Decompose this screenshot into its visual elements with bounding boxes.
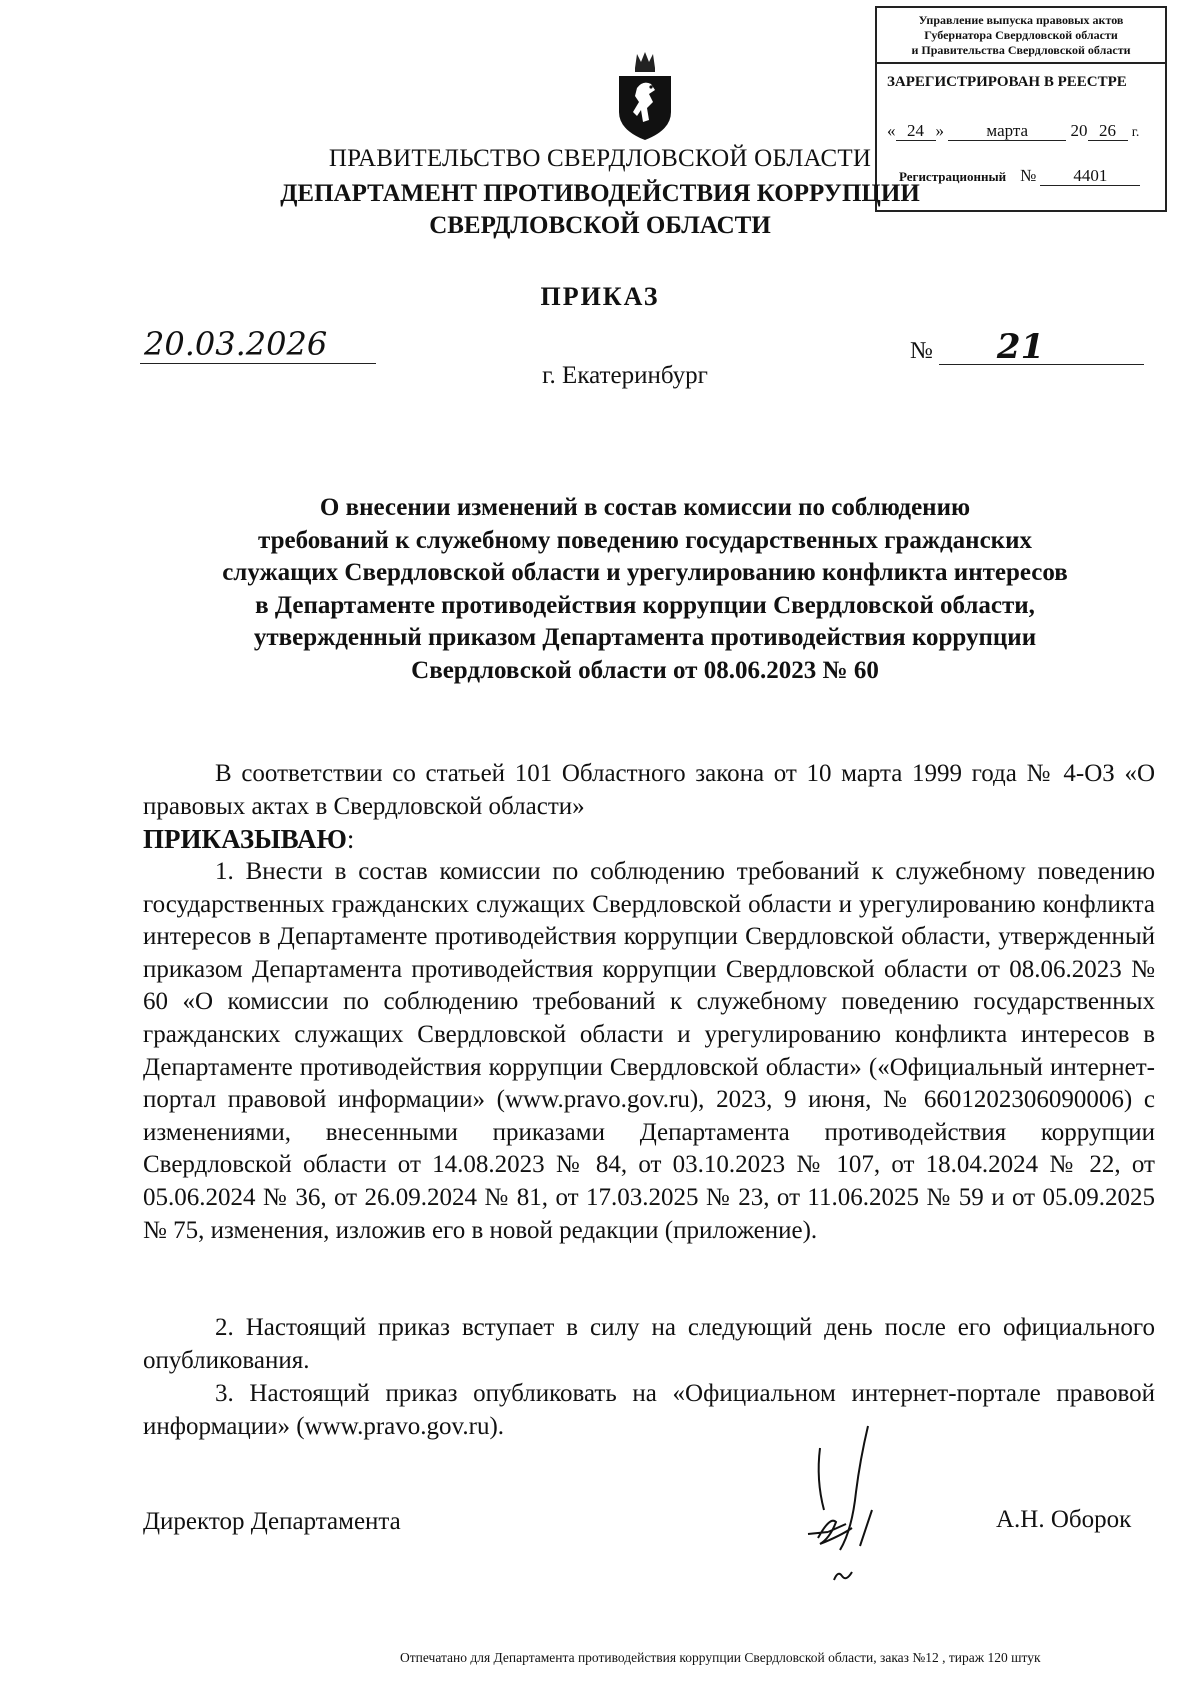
coat-of-arms-icon (615, 50, 675, 142)
city: г. Екатеринбург (542, 362, 708, 389)
stamp-date-year-prefix: 20 (1070, 121, 1088, 140)
stamp-date (887, 121, 1139, 141)
print-footer: Отпечатано для Департамента противодействия коррупции Свердловской области, заказ №12 , тираж 120 штук (400, 1650, 1041, 1665)
order-word-colon: : (346, 824, 355, 854)
stamp-date-year-unit: г. (1131, 125, 1140, 140)
subject-line: Свердловской области от 08.06.2023 № 60 (411, 656, 879, 684)
stamp-registered-label: ЗАРЕГИСТРИРОВАН В РЕЕСТРЕ (887, 74, 1127, 90)
department-title-line1: ДЕПАРТАМЕНТ ПРОТИВОДЕЙСТВИЯ КОРРУПЦИИ (280, 180, 920, 207)
stamp-header (877, 8, 1165, 64)
government-title: ПРАВИТЕЛЬСТВО СВЕРДЛОВСКОЙ ОБЛАСТИ (328, 145, 872, 172)
document-subject (140, 492, 1150, 687)
subject-line: в Департаменте противодействия коррупции Свердловской области, (255, 591, 1035, 619)
order-word (143, 823, 1155, 856)
department-title-line2: СВЕРДЛОВСКОЙ ОБЛАСТИ (429, 212, 771, 239)
stamp-date-year-suffix: 26 (1088, 122, 1128, 141)
order-word-text: ПРИКАЗЫВАЮ (143, 824, 347, 854)
stamp-date-close-quote: » (935, 121, 944, 140)
subject-line: служащих Свердловской области и урегулированию конфликта интересов (222, 559, 1068, 586)
document-type-title: ПРИКАЗ (540, 282, 660, 311)
document-number-sign: № (910, 338, 933, 364)
item-3-paragraph: 3. Настоящий приказ опубликовать на «Официальном интернет-портале правовой информации» (www.pravo.gov.ru). (143, 1380, 1155, 1440)
signatory-name: А.Н. Оборок (996, 1506, 1132, 1533)
subject-line: утвержденный приказом Департамента противодействия коррупции (253, 624, 1037, 651)
subject-line: требований к служебному поведению государственных гражданских (258, 526, 1032, 554)
stamp-date-open-quote: « (887, 121, 896, 140)
stamp-reg-number: 4401 (1040, 167, 1140, 186)
item-2-paragraph: 2. Настоящий приказ вступает в силу на следующий день после его официального опубликования. (143, 1314, 1155, 1374)
stamp-header-line: Управление выпуска правовых актов (918, 13, 1124, 27)
stamp-header-line: и Правительства Свердловской области (911, 43, 1131, 57)
stamp-reg-sign: № (1020, 166, 1037, 185)
signatory-title: Директор Департамента (143, 1508, 401, 1535)
item-1-paragraph: 1. Внести в состав комиссии по соблюдению требований к служебному поведению государственных гражданских служащих Свердловской области и урегулированию конфликта интересов в Департаменте противодействия коррупции Свердловской области, утвержденный приказом Департамента противодействия коррупции Свердловской области от 08.06.2023 № 60 «О комиссии по соблюдению требований к служебному поведению государственных гражданских служащих Свердловской области и урегулированию конфликта интересов в Департаменте противодействия коррупции Свердловской области» («Официальный интернет-портал правовой информации» (www.pravo.gov.ru), 2023, 9 июня, № 6601202306090006) с изменениями, внесенными приказами Департамента противодействия коррупции Свердловской области от 14.08.2023 № 84, от 03.10.2023 № 107, от 18.04.2024 № 22, от 05.06.2024 № 36, от 26.09.2024 № 81, от 17.03.2025 № 23, от 11.06.2025 № 59 и от 05.09.2025 № 75, изменения, изложив его в новой редакции (приложение). (143, 858, 1155, 1244)
stamp-date-day: 24 (896, 122, 936, 141)
intro-paragraph: В соответствии со статьей 101 Областного закона от 10 марта 1999 года № 4-ОЗ «О правовых актах в Свердловской области» (143, 760, 1155, 820)
stamp-reg-label: Регистрационный (899, 169, 1007, 184)
subject-line: О внесении изменений в состав комиссии по соблюдению (319, 494, 971, 521)
handwritten-signature (800, 1420, 910, 1590)
document-date: 20.03.2026 (140, 325, 376, 364)
document-number-row (910, 327, 1144, 367)
stamp-date-month: марта (948, 122, 1066, 141)
document-number: 21 (939, 330, 1144, 365)
stamp-header-line: Губернатора Свердловской области (924, 28, 1118, 42)
